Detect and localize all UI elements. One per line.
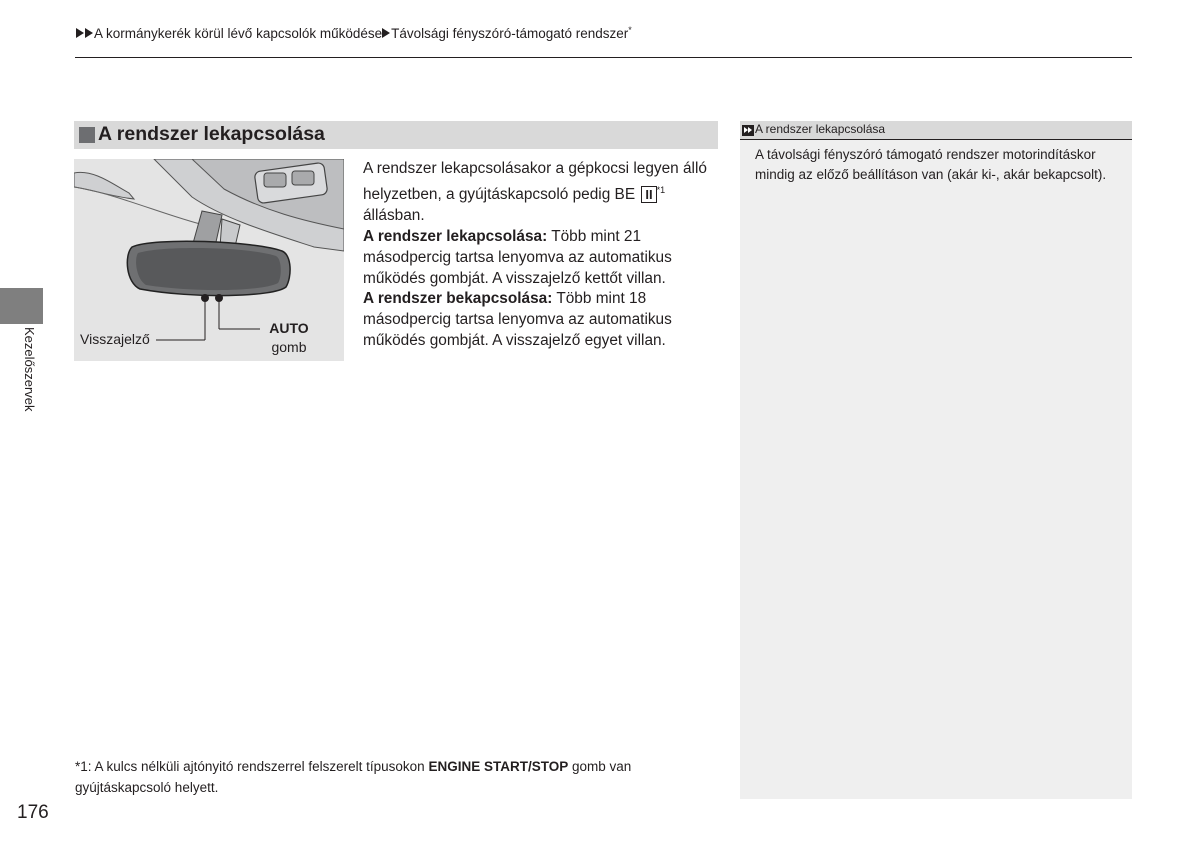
footnote-text-end: gomb van gyújtáskapcsoló helyett. xyxy=(75,759,632,795)
footnote-marker: *1: xyxy=(75,759,92,774)
disable-text: Több mint 21 másodpercig tartsa lenyomva az automatikus működés gombját. A visszajelző kettőt villan. xyxy=(363,227,672,287)
ignition-position-key: II xyxy=(641,186,656,203)
footnote xyxy=(75,756,715,798)
page-number: 176 xyxy=(17,802,49,823)
header-divider xyxy=(75,57,1132,58)
disable-heading: A rendszer lekapcsolása: xyxy=(363,227,548,245)
indicator-label: Visszajelző xyxy=(80,331,150,347)
section-title: A rendszer lekapcsolása xyxy=(98,123,325,145)
arrow-icon xyxy=(382,28,390,38)
intro-text-end: állásban. xyxy=(363,206,425,224)
auto-label-rest: gomb xyxy=(271,339,307,355)
main-text xyxy=(363,159,723,352)
disable-paragraph xyxy=(363,227,723,290)
auto-label-bold: AUTO xyxy=(269,320,309,336)
arrow-icon xyxy=(76,28,84,38)
sidebar-note-text: A távolsági fényszóró támogató rendszer motorindításkor mindig az előző beállításon van (akár ki-, akár bekapcsolt). xyxy=(755,147,1107,182)
sidebar-header xyxy=(740,121,1132,140)
section-header xyxy=(74,121,718,149)
enable-paragraph xyxy=(363,289,723,352)
intro-paragraph xyxy=(363,159,723,227)
breadcrumb xyxy=(76,25,632,41)
footnote-bold: ENGINE START/STOP xyxy=(428,759,569,774)
sidebar-header-label: A rendszer lekapcsolása xyxy=(755,122,886,136)
reference-icon xyxy=(742,125,754,136)
asterisk-marker: * xyxy=(628,25,632,35)
footnote-text: A kulcs nélküli ajtónyitó rendszerrel felszerelt típusokon xyxy=(94,759,425,774)
chapter-label: Kezelőszervek xyxy=(22,327,37,412)
auto-button-label xyxy=(260,319,318,357)
intro-text: A rendszer lekapcsolásakor a gépkocsi legyen álló helyzetben, a gyújtáskapcsoló pedig BE xyxy=(363,160,707,203)
breadcrumb-item[interactable]: A kormánykerék körül lévő kapcsolók működése xyxy=(94,26,383,41)
enable-text: Több mint 18 másodpercig tartsa lenyomva az automatikus működés gombját. A visszajelző egyet villan. xyxy=(363,290,672,350)
rearview-mirror-illustration xyxy=(74,159,344,361)
chapter-tab xyxy=(0,288,43,324)
sidebar-note-panel xyxy=(740,121,1132,799)
footnote-ref: *1 xyxy=(656,184,666,195)
arrow-icon xyxy=(85,28,93,38)
breadcrumb-item-current[interactable]: Távolsági fényszóró-támogató rendszer xyxy=(391,26,629,41)
enable-heading: A rendszer bekapcsolása: xyxy=(363,290,553,308)
square-icon xyxy=(79,127,95,143)
